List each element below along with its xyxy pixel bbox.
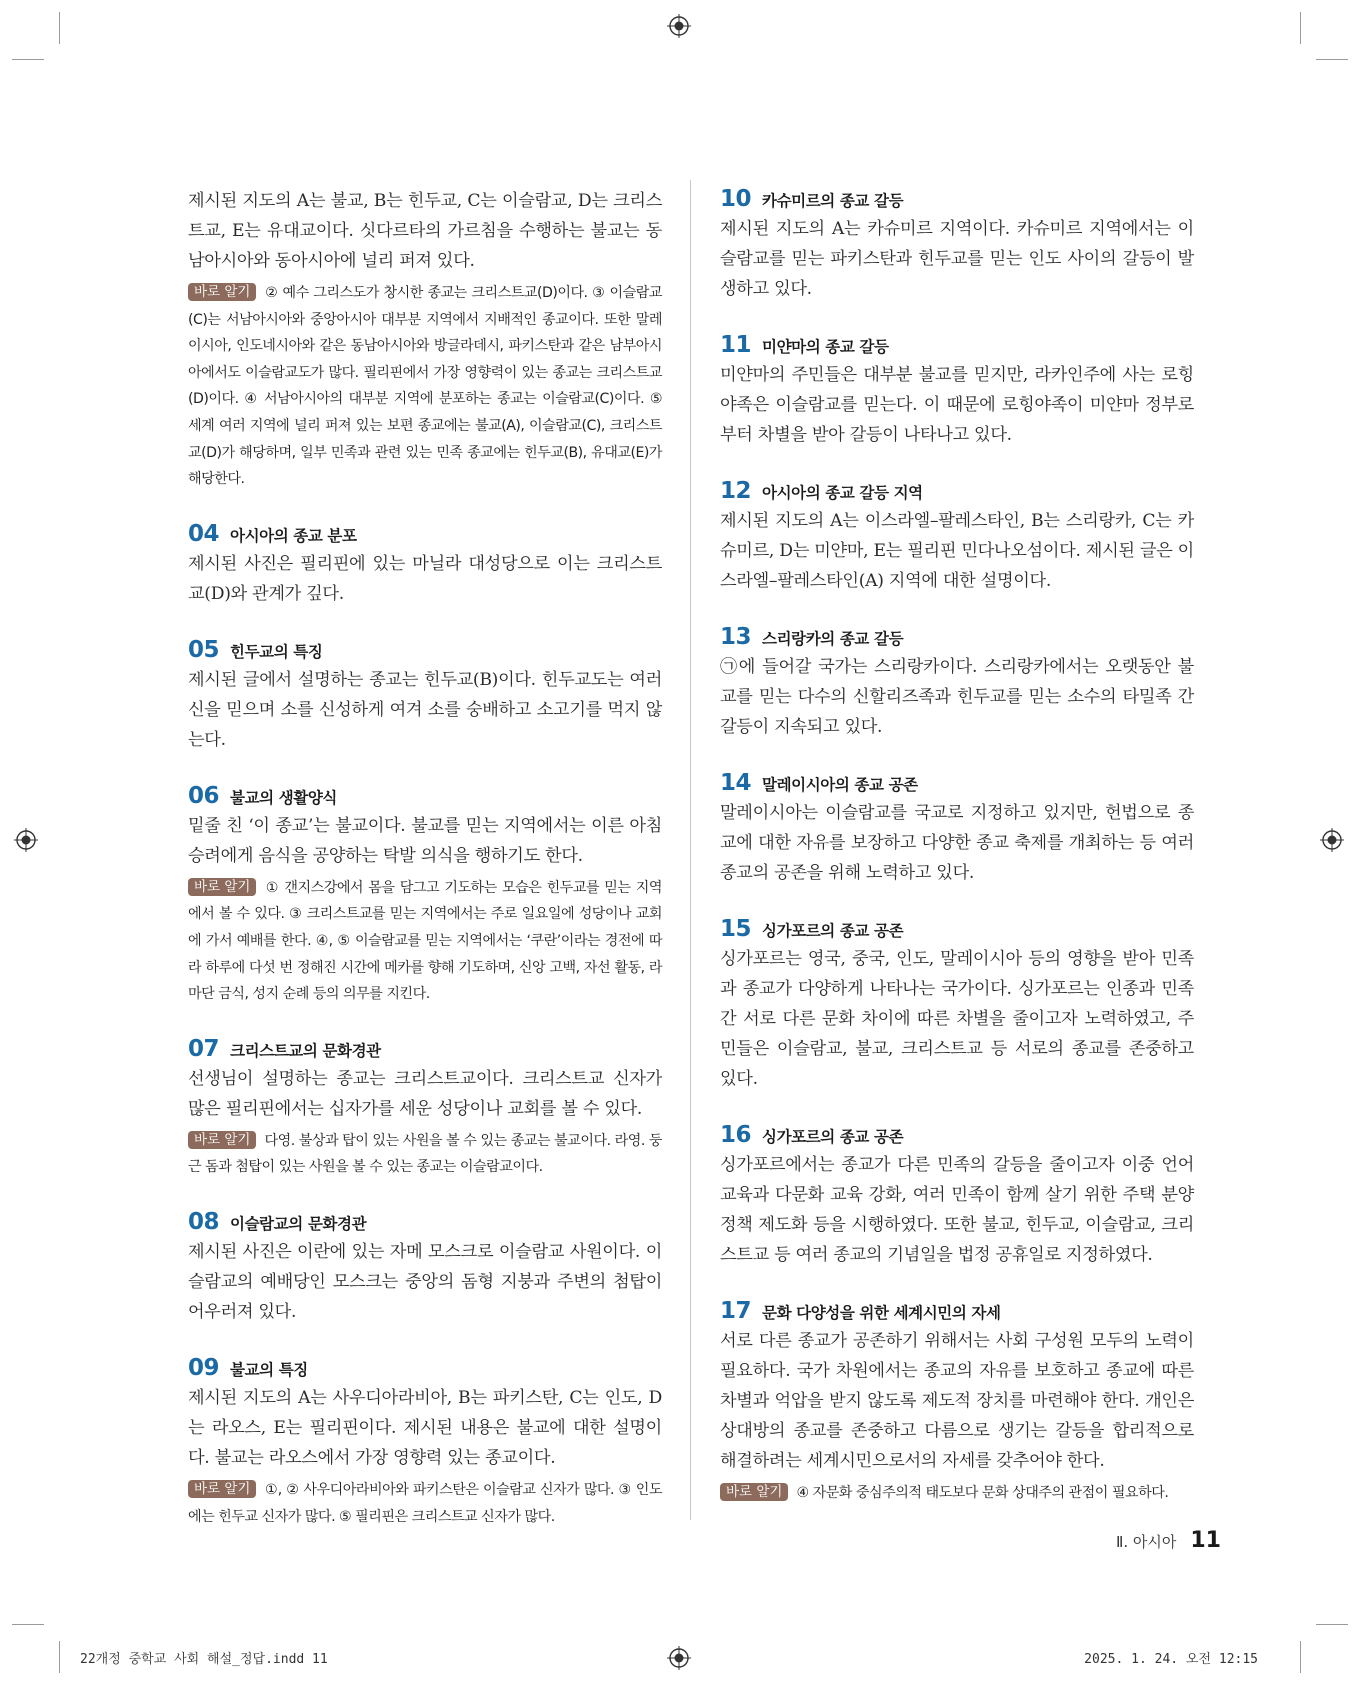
print-slug-timestamp: 2025. 1. 24. 오전 12:15: [1084, 1652, 1258, 1667]
question-title: 말레이시아의 종교 공존: [762, 776, 918, 794]
correction-text: ①, ② 사우디아라비아와 파키스탄은 이슬람교 신자가 많다. ③ 인도에는 힌두교 신자가 많다. ⑤ 필리핀은 크리스트교 신자가 많다.: [188, 1481, 662, 1525]
answer-text: 제시된 지도의 A는 카슈미르 지역이다. 카슈미르 지역에서는 이슬람교를 믿는 파키스탄과 힌두교를 믿는 인도 사이의 갈등이 발생하고 있다.: [720, 219, 1194, 299]
answer-09: [188, 1355, 662, 1530]
left-column: [188, 186, 662, 1530]
question-number: 09: [188, 1354, 220, 1381]
answer-text: 선생님이 설명하는 종교는 크리스트교이다. 크리스트교 신자가 많은 필리핀에서는 십자가를 세운 성당이나 교회를 볼 수 있다.: [188, 1068, 662, 1119]
question-title: 크리스트교의 문화경관: [230, 1041, 381, 1060]
answer-text: 말레이시아는 이슬람교를 국교로 지정하고 있지만, 헌법으로 종교에 대한 자유를 보장하고 다양한 종교 축제를 개최하는 등 여러 종교의 공존을 위해 노력하고 있다.: [720, 803, 1194, 883]
answer-text: 제시된 지도의 A는 사우디아라비아, B는 파키스탄, C는 인도, D는 라오스, E는 필리핀이다. 제시된 내용은 불교에 대한 설명이다. 불교는 라오스에서 가장 영향력 있는 종교이다.: [188, 1387, 662, 1468]
answer-text: 제시된 사진은 필리핀에 있는 마닐라 대성당으로 이는 크리스트교(D)와 관계가 깊다.: [188, 553, 662, 604]
page-footer: [1116, 1528, 1221, 1553]
crop-mark: [1300, 12, 1301, 44]
correction-text: 다영. 불상과 탑이 있는 사원을 볼 수 있는 종교는 불교이다. 라영. 둥근 돔과 첨탑이 있는 사원을 볼 수 있는 종교는 이슬람교이다.: [188, 1132, 662, 1176]
answer-13: [720, 624, 1194, 742]
answer-15: [720, 916, 1194, 1094]
question-title: 카슈미르의 종교 갈등: [762, 192, 904, 210]
column-divider: [690, 180, 691, 1520]
answer-text: 싱가포르는 영국, 중국, 인도, 말레이시아 등의 영향을 받아 민족과 종교가 다양하게 나타나는 국가이다. 싱가포르는 인종과 민족 간 서로 다른 문화 차이에 따른 차별을 줄이고자 노력하였고, 주민들은 이슬람교, 불교, 크리스트교 등 서로의 종교를 존중하고 있다.: [720, 949, 1194, 1089]
answer-intro: [188, 186, 662, 493]
question-number: 10: [720, 186, 752, 212]
question-number: 14: [720, 770, 752, 796]
question-title: 싱가포르의 종교 공존: [762, 1128, 904, 1146]
question-number: 13: [720, 624, 752, 650]
answer-text: 미얀마의 주민들은 대부분 불교를 믿지만, 라카인주에 사는 로힝야족은 이슬람교를 믿는다. 이 때문에 로힝야족이 미얀마 정부로부터 차별을 받아 갈등이 나타나고 있다.: [720, 365, 1194, 445]
correction-text: ① 갠지스강에서 몸을 담그고 기도하는 모습은 힌두교를 믿는 지역에서 볼 수 있다. ③ 크리스트교를 믿는 지역에서는 주로 일요일에 성당이나 교회에 가서 예배를 한다. ④, ⑤ 이슬람교를 믿는 지역에서는 ‘쿠란’이라는 경전에 따라 하루에 다섯 번 정해진 시간에 메카를 향해 기도하며, 신앙 고백, 자선 활동, 라마단 금식, 성지 순례 등의 의무를 지킨다.: [188, 879, 662, 1003]
answer-text: 제시된 글에서 설명하는 종교는 힌두교(B)이다. 힌두교도는 여러 신을 믿으며 소를 신성하게 여겨 소를 숭배하고 소고기를 먹지 않는다.: [188, 669, 662, 750]
registration-mark-icon: [667, 14, 691, 38]
question-number: 12: [720, 478, 752, 504]
print-slug-file: 22개정 중학교 사회 해설_정답.indd 11: [80, 1652, 328, 1667]
answer-16: [720, 1122, 1194, 1270]
question-number: 15: [720, 916, 752, 942]
right-column: [720, 186, 1194, 1507]
answer-text: 싱가포르에서는 종교가 다른 민족의 갈등을 줄이고자 이중 언어 교육과 다문화 교육 강화, 여러 민족이 함께 살기 위한 주택 분양 정책 제도화 등을 시행하였다. 또한 불교, 힌두교, 이슬람교, 크리스트교 등 여러 종교의 기념일을 법정 공휴일로 지정하였다.: [720, 1155, 1194, 1265]
crop-mark: [1300, 1641, 1301, 1673]
question-title: 이슬람교의 문화경관: [230, 1214, 367, 1233]
correction-text: ② 예수 그리스도가 창시한 종교는 크리스트교(D)이다. ③ 이슬람교(C)는 서남아시아와 중앙아시아 대부분 지역에서 지배적인 종교이다. 또한 말레이시아, 인도네시아와 같은 동남아시아와 방글라데시, 파키스탄과 같은 남부아시아에서도 이슬람교도가 많다. 필리핀에서 가장 영향력이 있는 종교는 크리스트교(D)이다. ④ 서남아시아의 대부분 지역에 분포하는 종교는 이슬람교(C)이다. ⑤ 세계 여러 지역에 널리 퍼져 있는 보편 종교에는 불교(A), 이슬람교(C), 크리스트교(D)가 해당하며, 일부 민족과 관련 있는 민족 종교에는 힌두교(B), 유대교(E)가 해당한다.: [188, 285, 662, 488]
question-number: 08: [188, 1208, 220, 1235]
question-number: 17: [720, 1298, 752, 1324]
answer-text: 서로 다른 종교가 공존하기 위해서는 사회 구성원 모두의 노력이 필요하다. 국가 차원에서는 종교의 자유를 보호하고 종교에 따른 차별과 억압을 받지 않도록 제도적 장치를 마련해야 한다. 개인은 상대방의 종교를 존중하고 다름으로 생기는 갈등을 합리적으로 해결하려는 세계시민으로서의 자세를 갖추어야 한다.: [720, 1331, 1194, 1471]
section-label: Ⅱ. 아시아: [1115, 1533, 1177, 1551]
question-title: 문화 다양성을 위한 세계시민의 자세: [762, 1304, 1001, 1322]
correction-note: [188, 280, 662, 493]
question-title: 힌두교의 특징: [230, 642, 323, 661]
answer-text: 제시된 지도의 A는 불교, B는 힌두교, C는 이슬람교, D는 크리스트교, E는 유대교이다. 싯다르타의 가르침을 수행하는 불교는 동남아시아와 동아시아에 널리 퍼져 있다.: [188, 191, 662, 271]
answer-07: [188, 1036, 662, 1181]
question-title: 아시아의 종교 분포: [230, 526, 357, 545]
correction-badge: 바로 알기: [188, 1131, 256, 1149]
question-number: 11: [720, 332, 752, 358]
question-title: 불교의 특징: [230, 1360, 308, 1379]
crop-mark: [59, 12, 60, 44]
answer-14: [720, 770, 1194, 888]
question-number: 07: [188, 1035, 220, 1062]
question-number: 16: [720, 1122, 752, 1148]
answer-05: [188, 637, 662, 755]
registration-mark-icon: [14, 828, 38, 852]
correction-badge: 바로 알기: [188, 1480, 256, 1498]
answer-text: 제시된 지도의 A는 이스라엘–팔레스타인, B는 스리랑카, C는 카슈미르, D는 미얀마, E는 필리핀 민다나오섬이다. 제시된 글은 이스라엘–팔레스타인(A) 지역에 대한 설명이다.: [720, 511, 1194, 591]
answer-17: [720, 1298, 1194, 1507]
crop-mark: [1316, 1624, 1348, 1625]
answer-text: ㉠에 들어갈 국가는 스리랑카이다. 스리랑카에서는 오랫동안 불교를 믿는 다수의 신할리즈족과 힌두교를 믿는 소수의 타밀족 간 갈등이 지속되고 있다.: [720, 657, 1194, 737]
correction-badge: 바로 알기: [188, 878, 256, 896]
crop-mark: [1316, 59, 1348, 60]
answer-12: [720, 478, 1194, 596]
correction-note: [188, 875, 662, 1008]
correction-note: [188, 1477, 662, 1530]
question-title: 싱가포르의 종교 공존: [762, 922, 904, 940]
correction-note: [188, 1128, 662, 1181]
answer-text: 제시된 사진은 이란에 있는 자메 모스크로 이슬람교 사원이다. 이슬람교의 예배당인 모스크는 중앙의 돔형 지붕과 주변의 첨탑이 어우러져 있다.: [188, 1241, 662, 1322]
registration-mark-icon: [667, 1646, 691, 1670]
correction-badge: 바로 알기: [720, 1483, 788, 1501]
question-number: 06: [188, 782, 220, 809]
crop-mark: [12, 1624, 44, 1625]
answer-08: [188, 1209, 662, 1327]
correction-badge: 바로 알기: [188, 283, 256, 301]
question-title: 미얀마의 종교 갈등: [762, 338, 889, 356]
question-title: 스리랑카의 종교 갈등: [762, 630, 904, 648]
correction-text: ④ 자문화 중심주의적 태도보다 문화 상대주의 관점이 필요하다.: [796, 1485, 1169, 1501]
question-number: 04: [188, 520, 220, 547]
answer-06: [188, 783, 662, 1008]
question-title: 아시아의 종교 갈등 지역: [762, 484, 923, 502]
answer-11: [720, 332, 1194, 450]
question-number: 05: [188, 636, 220, 663]
crop-mark: [12, 59, 44, 60]
question-title: 불교의 생활양식: [230, 788, 338, 807]
correction-note: [720, 1480, 1194, 1507]
registration-mark-icon: [1320, 828, 1344, 852]
answer-04: [188, 521, 662, 609]
answer-10: [720, 186, 1194, 304]
page-number: 11: [1190, 1528, 1221, 1553]
crop-mark: [59, 1641, 60, 1673]
answer-text: 밑줄 친 ‘이 종교’는 불교이다. 불교를 믿는 지역에서는 이른 아침 승려에게 음식을 공양하는 탁발 의식을 행하기도 한다.: [188, 815, 662, 866]
